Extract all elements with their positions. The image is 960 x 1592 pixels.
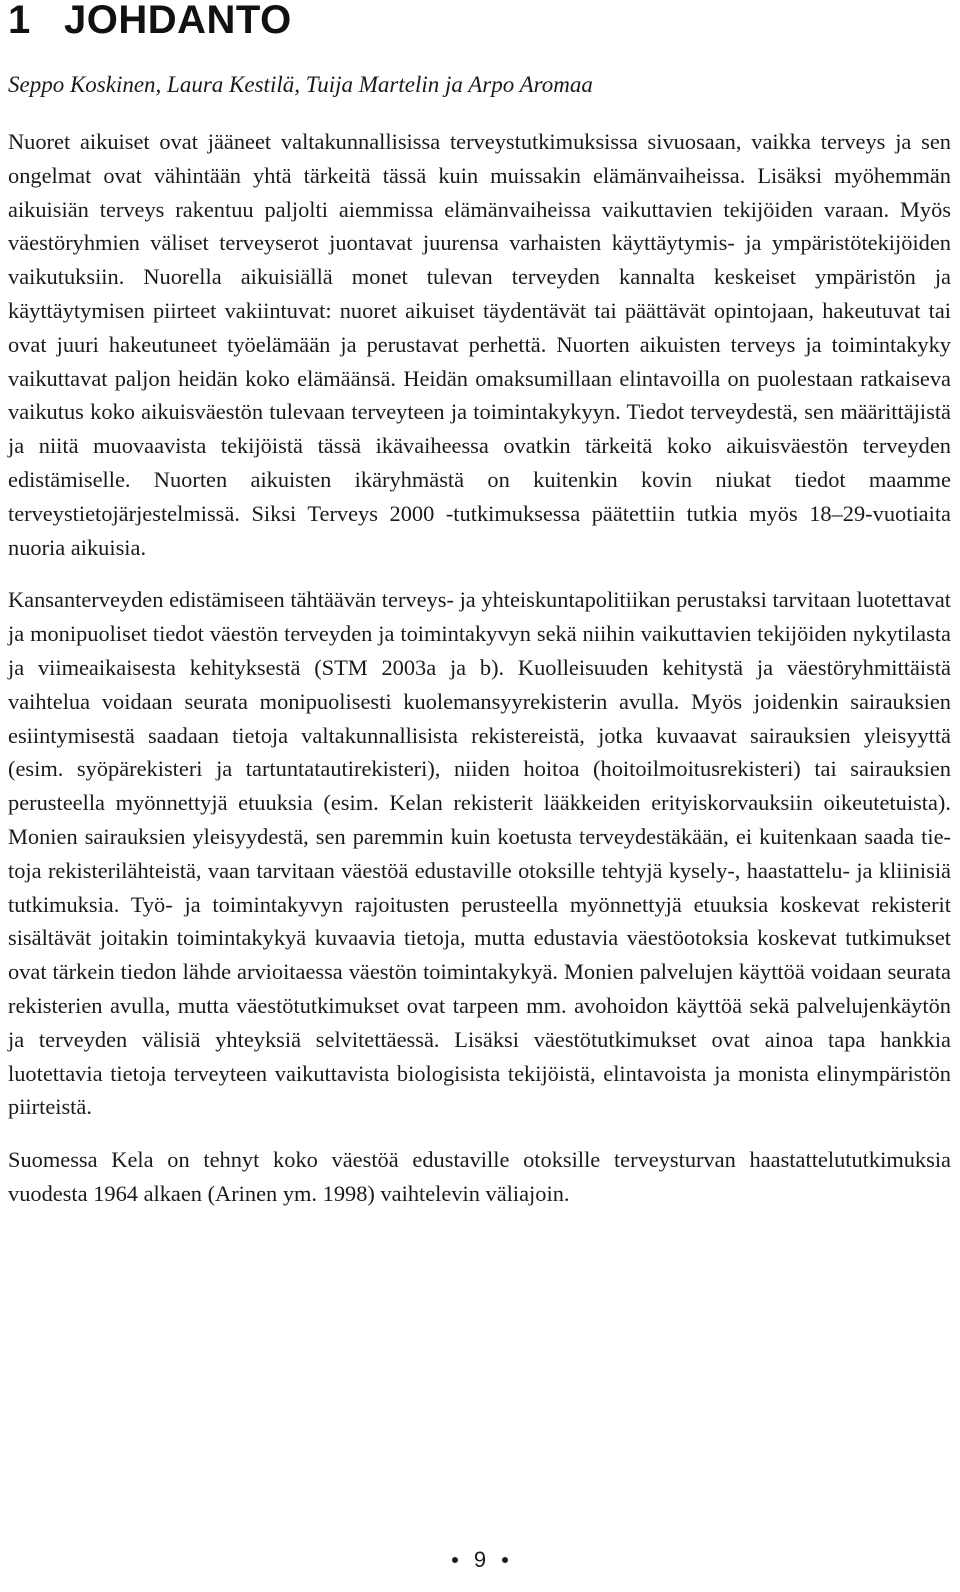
bullet-dot-icon — [452, 1557, 458, 1563]
page-footer — [0, 1545, 960, 1575]
authors-line: Seppo Koskinen, Laura Kestilä, Tuija Martelin ja Arpo Aromaa — [8, 72, 593, 97]
chapter-title: JOHDANTO — [64, 0, 292, 42]
paragraph-intro: Nuoret aikuiset ovat jääneet valtakunnallisissa terveystutkimuksissa sivuosaan, vaikka terveys ja sen ongelmat ovat vähintään yhtä tärkeitä tässä kuin muissakin elämänvaiheissa. Lisäksi myöhemmän aikuisiän terveys rakentuu paljolti aiemmissa elämänvaiheissa vaikuttavien tekijöiden varaan. Myös väestöryhmien väliset terveyserot juontavat juurensa varhaisten käyttäytymis- ja ympäristötekijöiden vaikutuksiin. Nuorella aikuisiällä monet tulevan terveyden kannalta keskeiset ympäristön ja käyttäytymisen piirteet vakiintuvat: nuoret aikuiset täydentävät tai päättävät opintojaan, hakeutuvat tai ovat juuri hakeutuneet työelämään ja perustavat perhettä. Nuorten aikuisten terveys ja toimintakyky vaikuttavat paljon heidän koko elämäänsä. Heidän omaksumillaan elintavoilla on puolestaan ratkaiseva vaikutus koko aikuisväestön tulevaan terveyteen ja toimintakykyyn. Tiedot terveydestä, sen määrittäjistä ja niitä muovaavista tekijöistä tässä ikävaiheessa ovatkin tärkeitä koko aikuisväestön terveyden edistämiselle. Nuorten aikuisten ikäryhmästä on kuitenkin kovin niukat tiedot maamme terveystietojärjestelmissä. Siksi Terveys 2000 -tutkimuksessa päätettiin tutkia myös 18–29-vuotiaita nuoria aikuisia. — [8, 129, 951, 560]
paragraph-public-health: Kansanterveyden edistämiseen tähtäävän terveys- ja yhteiskuntapolitiikan perustaksi tarvitaan luotettavat ja monipuoliset tiedot väestön terveyden ja toimintakyvyn sekä niihin vaikuttavien tekijöiden nykytilasta ja viimeaikaisesta kehityksestä (STM 2003a ja b). Kuolleisuuden kehitystä ja väestöryhmittäistä vaihtelua voidaan seurata monipuolisesti kuolemansyyrekisterin avulla. Myös joidenkin sairauksien esiintymisestä saadaan tietoja valtakunnallisista rekistereistä, jotka kuvaavat sairauksien yleisyyttä (esim. syöpärekisteri ja tartuntatautirekisteri), niiden hoitoa (hoitoilmoitusrekisteri) tai sairauksien perusteella myönnettyjä etuuksia (esim. Kelan rekisterit lääkkeiden erityiskorvauksiin oikeutetuista). Monien sairauksien yleisyydestä, sen paremmin kuin koetusta terveydestäkään, ei kuitenkaan saada tietoja rekisterilähteistä, vaan tarvitaan väestöä edustaville otoksille tehtyjä kysely-, haastattelu- ja kliinisiä tutkimuksia. Työ- ja toimintakyvyn rajoitusten perusteella myönnettyjä etuuksia koskevat rekisterit sisältävät joitakin toimintakykyä kuvaavia tietoja, mutta edustavia väestöotoksia koskevat tutkimukset ovat tärkein tiedon lähde arvioitaessa väestön toimintakykyä. Monien palvelujen käyttöä voidaan seurata rekisterien avulla, mutta väestötutkimukset ovat tarpeen mm. avohoidon käyttöä sekä palvelujenkäytön ja terveyden välisiä yhteyksiä selvitettäessä. Lisäksi väestötutkimukset ovat ainoa tapa hankkia luotettavia tietoja terveyteen vaikuttavista biologisista tekijöistä, elintavoista ja monista elinympäristön piirteistä. — [8, 587, 951, 1120]
bullet-dot-icon — [502, 1557, 508, 1563]
chapter-number: 1 — [8, 0, 31, 42]
page-number: 9 — [473, 1547, 487, 1572]
paragraph-kela: Suomessa Kela on tehnyt koko väestöä edustaville otoksille terveysturvan haastattelututkimuksia vuodesta 1964 alkaen (Arinen ym. 1998) vaihtelevin väliajoin. — [8, 1147, 951, 1206]
document-page — [8, 0, 951, 1211]
chapter-heading — [8, 0, 951, 40]
